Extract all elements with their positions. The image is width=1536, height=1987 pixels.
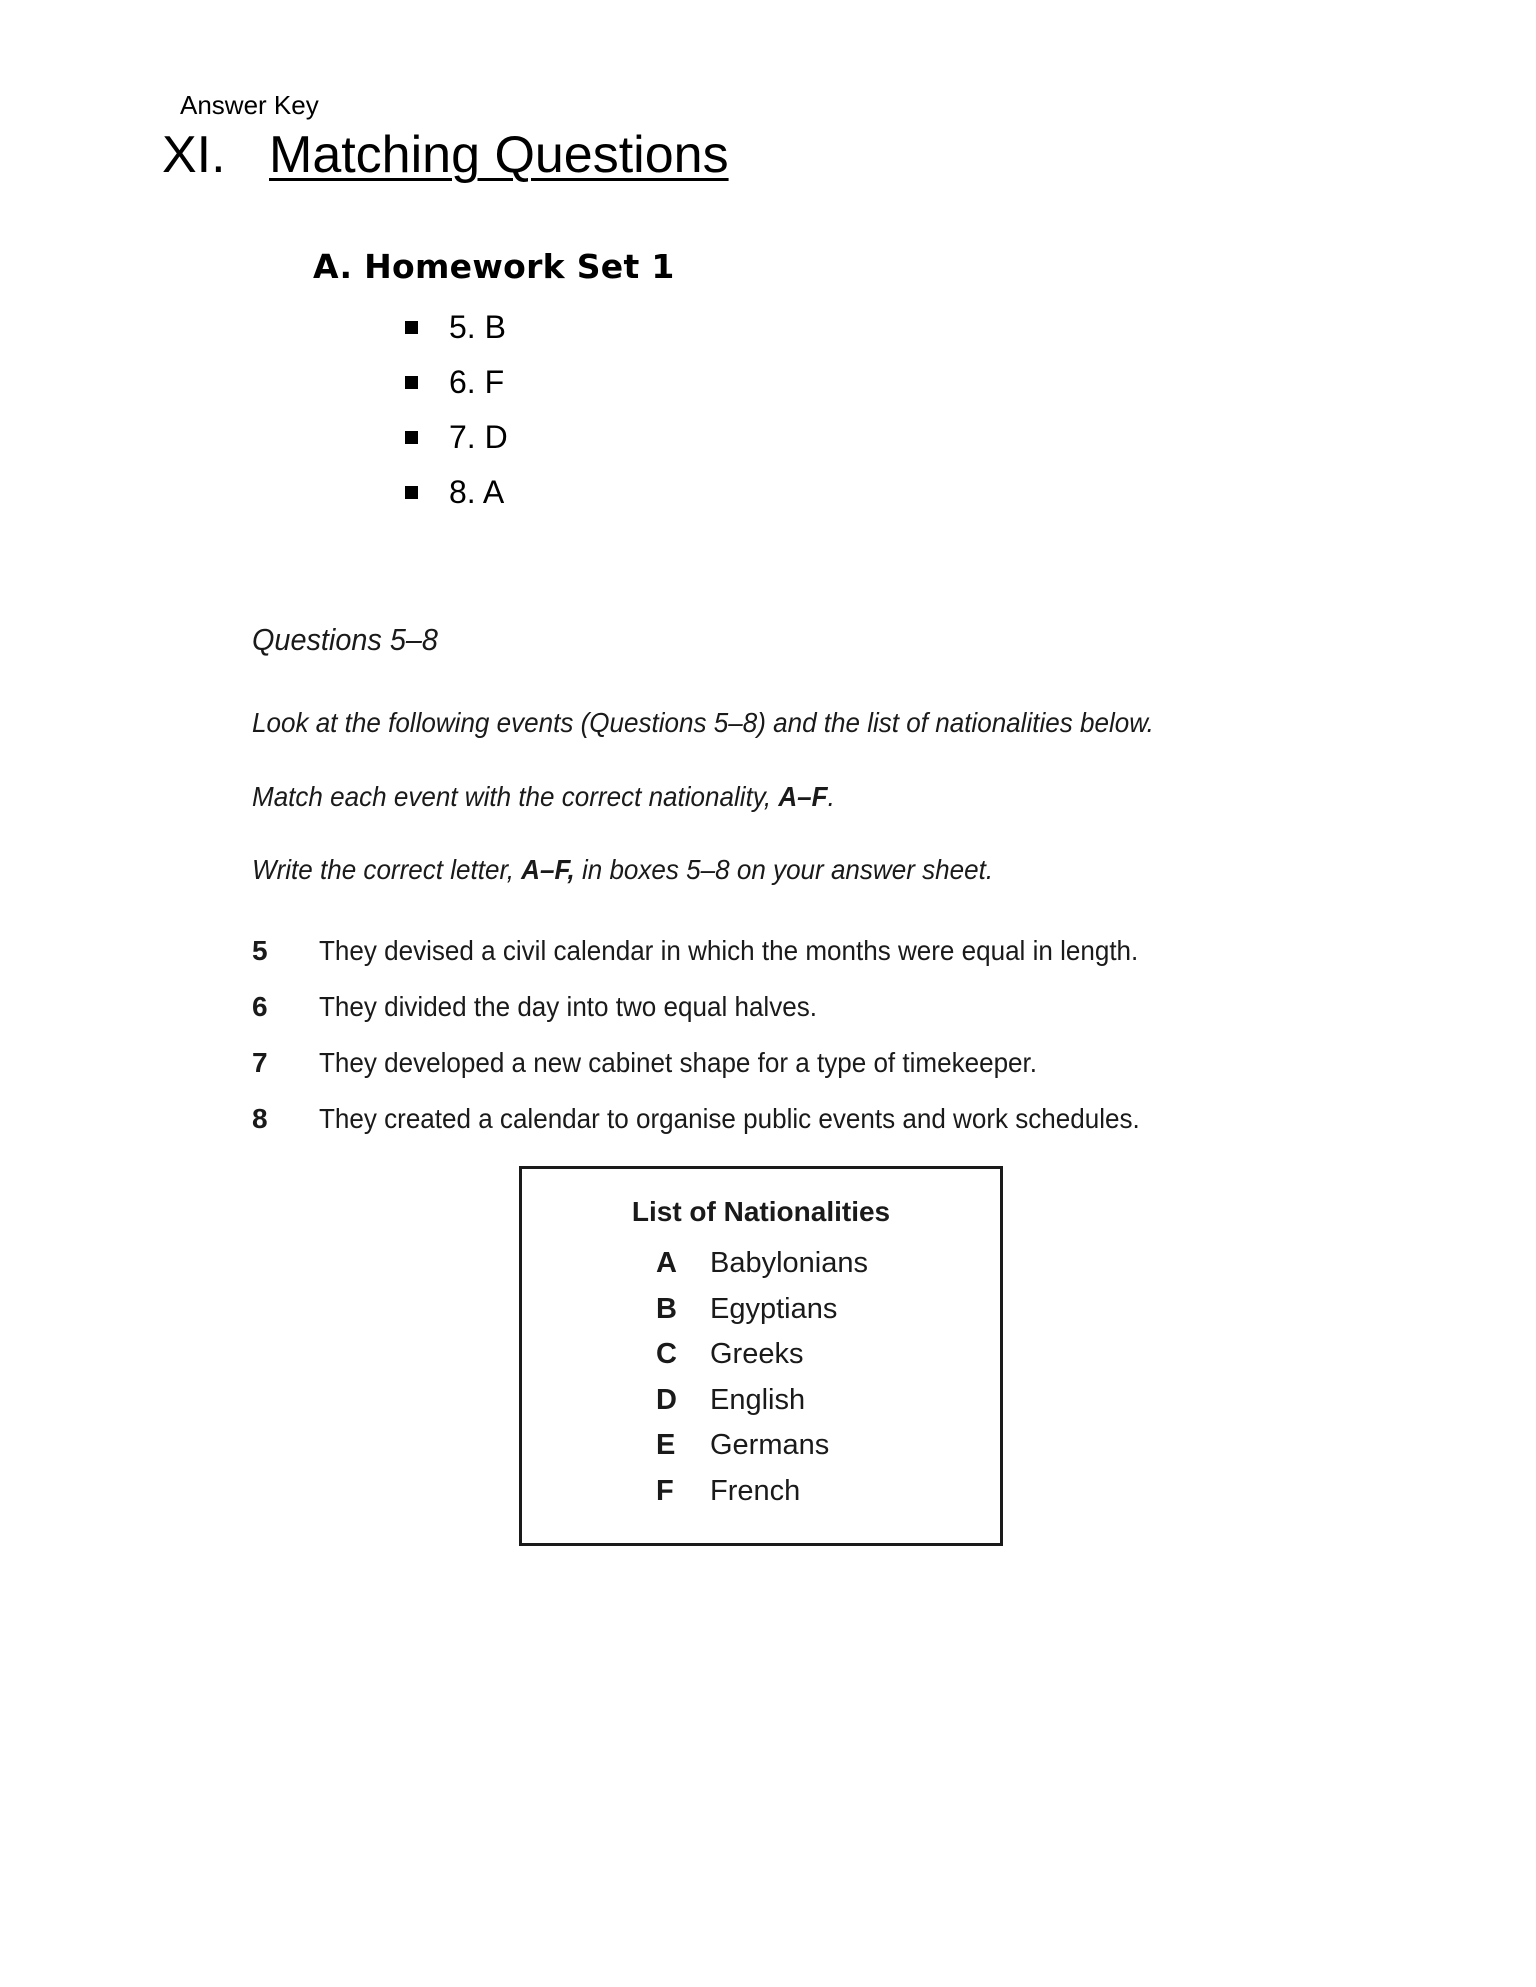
nationality-item bbox=[656, 1241, 868, 1287]
answer-item bbox=[405, 300, 508, 355]
nationality-name: Babylonians bbox=[710, 1247, 868, 1280]
section-number: XI. bbox=[162, 126, 226, 184]
question-item bbox=[252, 923, 1292, 979]
nationality-item bbox=[656, 1378, 868, 1424]
answer-text: 8. A bbox=[449, 474, 505, 510]
subsection-heading: A. Homework Set 1 bbox=[313, 247, 675, 286]
question-text: They developed a new cabinet shape for a type of timekeeper. bbox=[319, 1047, 1038, 1078]
instruction-write-prefix: Write the correct letter, bbox=[252, 854, 522, 885]
answer-item bbox=[405, 355, 508, 410]
nationalities-box bbox=[519, 1166, 1003, 1546]
nationality-item bbox=[656, 1332, 868, 1378]
question-number: 6 bbox=[252, 991, 268, 1022]
instruction-write-range: A–F, bbox=[521, 854, 575, 885]
answer-text: 5. B bbox=[449, 309, 506, 345]
answer-key-label: Answer Key bbox=[180, 90, 319, 120]
nationality-letter: F bbox=[656, 1474, 674, 1507]
nationality-letter: B bbox=[656, 1292, 677, 1325]
nationality-name: French bbox=[710, 1474, 801, 1507]
nationality-letter: C bbox=[656, 1338, 677, 1371]
nationality-item bbox=[656, 1469, 868, 1515]
square-bullet-icon bbox=[405, 321, 418, 334]
section-title: Matching Questions bbox=[269, 126, 729, 184]
questions-heading: Questions 5–8 bbox=[252, 622, 438, 657]
question-number: 7 bbox=[252, 1047, 268, 1078]
instruction-match-suffix: . bbox=[827, 781, 835, 812]
nationality-name: English bbox=[710, 1383, 806, 1416]
instruction-match bbox=[252, 780, 835, 814]
question-text: They created a calendar to organise public events and work schedules. bbox=[319, 1103, 1140, 1134]
question-number: 8 bbox=[252, 1103, 268, 1134]
nationality-letter: A bbox=[656, 1247, 677, 1280]
square-bullet-icon bbox=[405, 376, 418, 389]
question-item bbox=[252, 1035, 1292, 1091]
nationality-letter: D bbox=[656, 1383, 677, 1416]
answer-text: 6. F bbox=[449, 364, 505, 400]
nationality-name: Egyptians bbox=[710, 1292, 838, 1325]
question-text: They divided the day into two equal halves. bbox=[319, 991, 817, 1022]
answer-item bbox=[405, 410, 508, 465]
nationalities-list bbox=[656, 1241, 868, 1514]
question-list bbox=[252, 923, 1292, 1147]
scanned-question-area bbox=[252, 620, 1292, 1134]
nationality-item bbox=[656, 1423, 868, 1469]
answer-item bbox=[405, 465, 508, 520]
question-item bbox=[252, 1091, 1292, 1147]
square-bullet-icon bbox=[405, 431, 418, 444]
question-text: They devised a civil calendar in which the months were equal in length. bbox=[319, 935, 1139, 966]
nationality-item bbox=[656, 1287, 868, 1333]
instruction-match-range: A–F bbox=[778, 781, 828, 812]
nationalities-box-title: List of Nationalities bbox=[631, 1196, 891, 1227]
section-heading bbox=[162, 124, 729, 186]
question-item bbox=[252, 979, 1292, 1035]
answer-list bbox=[405, 300, 508, 520]
answer-text: 7. D bbox=[449, 419, 508, 455]
square-bullet-icon bbox=[405, 486, 418, 499]
instruction-write bbox=[252, 853, 993, 887]
instruction-match-prefix: Match each event with the correct nationality, bbox=[252, 781, 779, 812]
instruction-write-suffix: in boxes 5–8 on your answer sheet. bbox=[574, 854, 994, 885]
nationality-name: Greeks bbox=[710, 1338, 804, 1371]
nationality-letter: E bbox=[656, 1429, 676, 1462]
instruction-look: Look at the following events (Questions 5–8) and the list of nationalities below. bbox=[252, 707, 1154, 738]
question-number: 5 bbox=[252, 935, 268, 966]
nationality-name: Germans bbox=[710, 1429, 830, 1462]
